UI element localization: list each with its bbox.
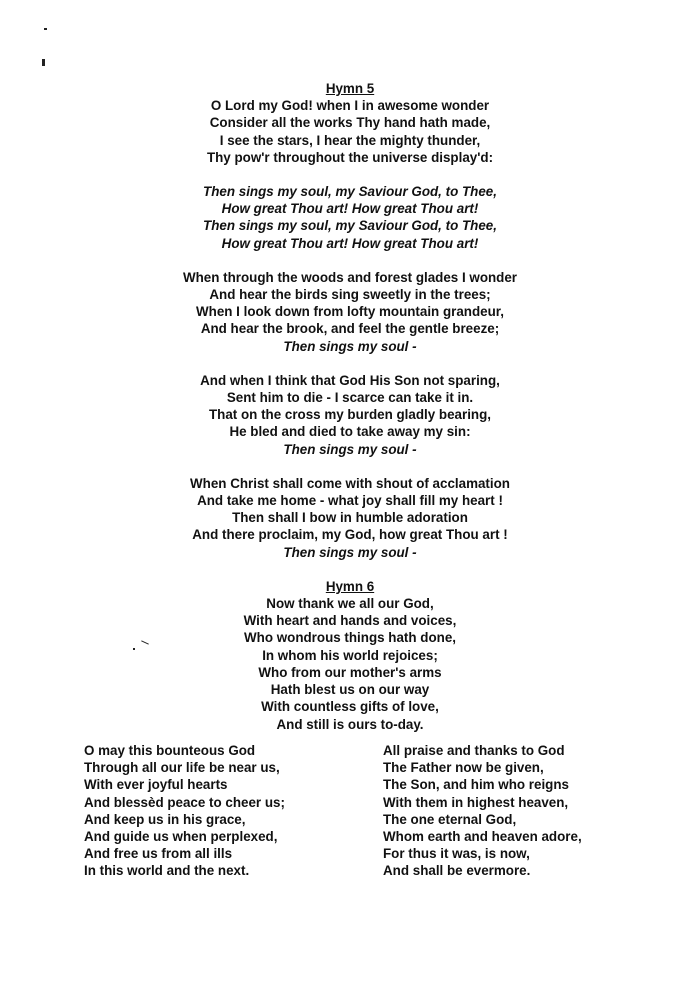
chorus-line: How great Thou art! How great Thou art! bbox=[221, 201, 479, 217]
verse-line: In this world and the next. bbox=[84, 863, 250, 879]
verse-line: When I look down from lofty mountain grandeur, bbox=[196, 304, 504, 320]
verse-line: O may this bounteous God bbox=[84, 743, 256, 758]
verse-line: And still is ours to-day. bbox=[276, 716, 424, 732]
verse-line: And guide us when perplexed, bbox=[84, 829, 278, 845]
verse-line: Then shall I bow in humble adoration bbox=[232, 510, 468, 526]
verse-line: And take me home - what joy shall fill my heart ! bbox=[197, 493, 503, 509]
verse-line: The Father now be given, bbox=[383, 760, 544, 776]
verse-line: For thus it was, is now, bbox=[383, 846, 530, 862]
hymn5-block bbox=[0, 80, 700, 733]
hymn5-title: Hymn 5 bbox=[325, 81, 375, 96]
refrain-line: Then sings my soul - bbox=[283, 338, 417, 354]
verse-line: He bled and died to take away my sin: bbox=[229, 424, 471, 440]
verse-line: Whom earth and heaven adore, bbox=[383, 829, 582, 845]
scan-mark bbox=[42, 59, 45, 66]
verse-line: With ever joyful hearts bbox=[84, 777, 228, 793]
verse-line: The one eternal God, bbox=[383, 811, 517, 827]
hymn5-verse-4 bbox=[0, 475, 700, 561]
hymn6-verse-2 bbox=[84, 742, 285, 880]
chorus-line: Then sings my soul, my Saviour God, to Thee, bbox=[203, 218, 497, 234]
verse-line: When Christ shall come with shout of acclamation bbox=[190, 475, 510, 491]
verse-line: Thy pow'r throughout the universe display'd: bbox=[206, 149, 494, 165]
verse-line: With countless gifts of love, bbox=[261, 699, 439, 715]
verse-line: Who wondrous things hath done, bbox=[244, 630, 456, 646]
scan-mark bbox=[44, 28, 47, 30]
verse-line: And when I think that God His Son not sparing, bbox=[200, 372, 500, 388]
verse-line: The Son, and him who reigns bbox=[383, 777, 569, 793]
verse-line: And hear the birds sing sweetly in the trees; bbox=[209, 287, 491, 303]
hymn6-verse-1 bbox=[0, 595, 700, 733]
hymn6-verse-3 bbox=[383, 742, 582, 880]
verse-line: Hath blest us on our way bbox=[270, 682, 430, 698]
verse-line: And there proclaim, my God, how great Thou art ! bbox=[192, 527, 508, 543]
verse-line: And blessèd peace to cheer us; bbox=[84, 794, 285, 810]
verse-line: That on the cross my burden gladly bearing, bbox=[209, 407, 491, 423]
verse-line: With heart and hands and voices, bbox=[243, 613, 457, 629]
verse-line: And free us from all ills bbox=[84, 846, 233, 862]
hymn6-title: Hymn 6 bbox=[325, 578, 375, 594]
hymn5-verse-3 bbox=[0, 372, 700, 458]
verse-line: And keep us in his grace, bbox=[84, 811, 246, 827]
verse-line: With them in highest heaven, bbox=[383, 794, 569, 810]
chorus-line: Then sings my soul, my Saviour God, to Thee, bbox=[203, 184, 497, 200]
verse-line: In whom his world rejoices; bbox=[262, 647, 438, 663]
verse-line: O Lord my God! when I in awesome wonder bbox=[210, 98, 490, 114]
refrain-line: Then sings my soul - bbox=[283, 544, 417, 560]
hymn5-verse-2 bbox=[0, 269, 700, 355]
verse-line: Now thank we all our God, bbox=[266, 596, 434, 612]
verse-line: And hear the brook, and feel the gentle breeze; bbox=[200, 321, 500, 337]
verse-line: All praise and thanks to God bbox=[383, 743, 565, 758]
chorus-line: How great Thou art! How great Thou art! bbox=[221, 235, 479, 251]
verse-line: Consider all the works Thy hand hath made, bbox=[209, 115, 491, 131]
verse-line: Who from our mother's arms bbox=[258, 664, 442, 680]
refrain-line: Then sings my soul - bbox=[283, 441, 417, 457]
verse-line: When through the woods and forest glades I wonder bbox=[182, 269, 518, 285]
verse-line: Sent him to die - I scarce can take it in. bbox=[226, 390, 474, 406]
verse-line: I see the stars, I hear the mighty thunder, bbox=[219, 132, 481, 148]
verse-line: Through all our life be near us, bbox=[84, 760, 280, 776]
verse-line: And shall be evermore. bbox=[383, 863, 531, 879]
hymn5-verse-1 bbox=[0, 97, 700, 166]
hymn5-chorus bbox=[0, 183, 700, 252]
